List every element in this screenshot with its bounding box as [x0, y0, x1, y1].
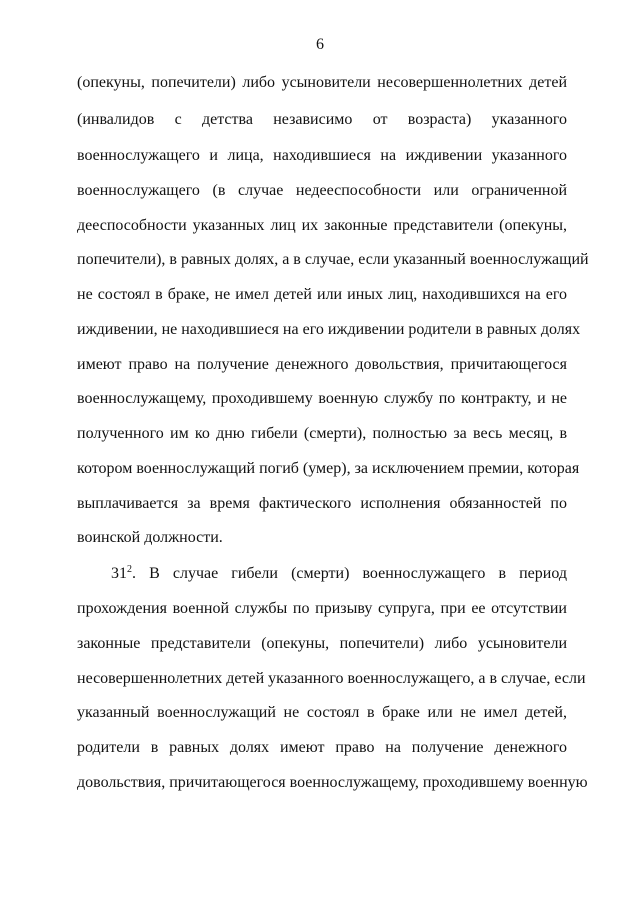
paragraph-first-line: [111, 564, 567, 584]
paragraph-line: законные представители (опекуны, попечители) либо усыновители: [77, 635, 567, 652]
paragraph-line: довольствия, причитающегося военнослужащему, проходившему военную: [77, 774, 588, 791]
page-number: 6: [316, 36, 324, 53]
paragraph-line: родители в равных долях имеют право на получение денежного: [77, 739, 567, 756]
paragraph-line: военнослужащему, проходившему военную службу по контракту, и не: [77, 390, 567, 407]
paragraph-line: не состоял в браке, не имел детей или иных лиц, находившихся на его: [77, 286, 567, 303]
paragraph-line: несовершеннолетних детей указанного военнослужащего, а в случае, если: [77, 670, 586, 687]
paragraph-line: котором военнослужащий погиб (умер), за исключением премии, которая: [77, 460, 580, 477]
paragraph-line: (опекуны, попечители) либо усыновители несовершеннолетних детей: [77, 74, 567, 91]
paragraph-number: $31^2$.: [111, 564, 136, 582]
paragraph-line: полученного им ко дню гибели (смерти), полностью за весь месяц, в: [77, 425, 567, 442]
paragraph-line: военнослужащего и лица, находившиеся на иждивении указанного: [77, 147, 567, 164]
paragraph-line: прохождения военной службы по призыву супруга, при ее отсутствии: [77, 600, 567, 617]
paragraph-line: военнослужащего (в случае недееспособности или ограниченной: [77, 182, 567, 199]
paragraph-line: (инвалидов с детства независимо от возраста) указанного: [77, 111, 567, 128]
paragraph-line: иждивении, не находившиеся на его иждивении родители в равных долях: [77, 321, 581, 338]
paragraph-line: дееспособности указанных лиц их законные представители (опекуны,: [77, 217, 567, 234]
paragraph-number-superscript: 2: [127, 564, 132, 575]
paragraph-line: указанный военнослужащий не состоял в браке или не имел детей,: [77, 704, 567, 721]
paragraph-first-line-text: В случае гибели (смерти) военнослужащего в период: [149, 565, 567, 582]
paragraph-line: имеют право на получение денежного довольствия, причитающегося: [77, 356, 567, 373]
paragraph-line: попечители), в равных долях, а в случае, если указанный военнослужащий: [77, 251, 589, 268]
paragraph-line-last: воинской должности.: [77, 529, 223, 546]
paragraph-line: выплачивается за время фактического исполнения обязанностей по: [77, 495, 567, 512]
